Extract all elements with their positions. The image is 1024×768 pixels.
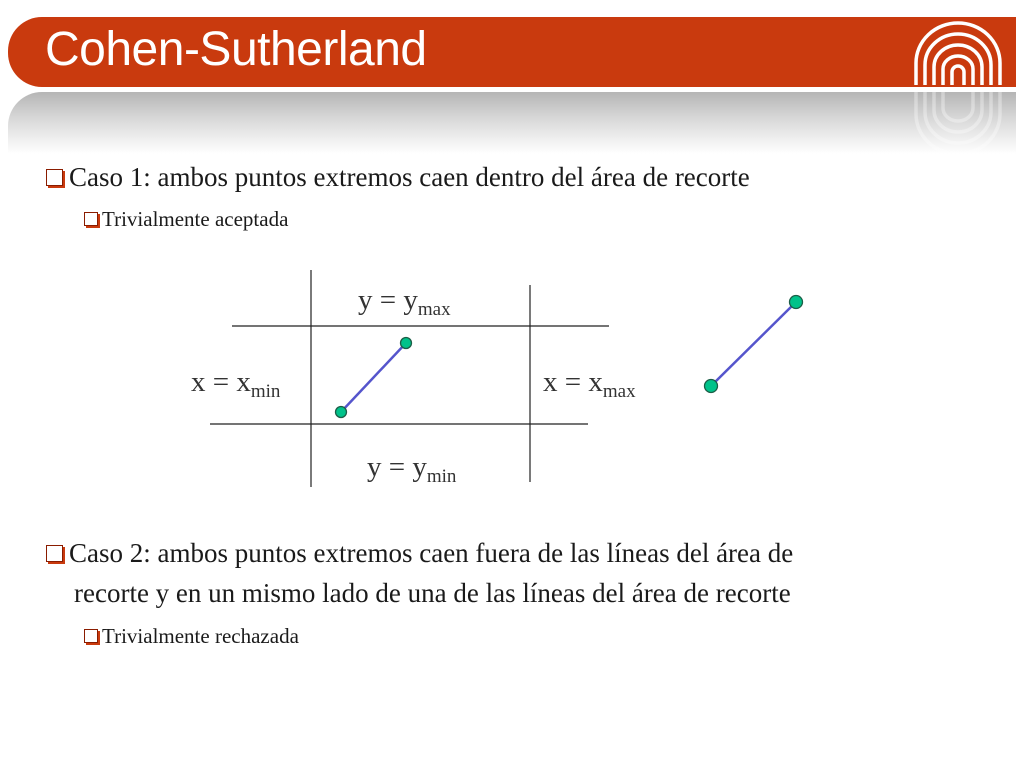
hollow-square-bullet-icon bbox=[84, 629, 98, 643]
accepted-segment bbox=[341, 343, 406, 412]
case2-text-line1: Caso 2: ambos puntos extremos caen fuera de las líneas del área de bbox=[69, 538, 794, 568]
label-x-max: $x = x_{max}$ bbox=[543, 366, 636, 402]
hollow-square-bullet-icon bbox=[46, 545, 63, 562]
slide-title: Cohen-Sutherland bbox=[45, 23, 427, 76]
case1-text: Caso 1: ambos puntos extremos caen dentro del área de recorte bbox=[69, 162, 750, 192]
accepted-endpoint-1 bbox=[336, 407, 347, 418]
outside-endpoint-1 bbox=[705, 380, 718, 393]
case2-sub-bullet bbox=[84, 621, 299, 651]
outside-segment bbox=[711, 302, 796, 386]
case2-bullet bbox=[46, 533, 793, 573]
label-y-max: $y = y_{max}$ bbox=[358, 284, 451, 320]
case2-sub-text: Trivialmente rechazada bbox=[102, 624, 299, 648]
case1-sub-text: Trivialmente aceptada bbox=[102, 207, 289, 231]
outside-endpoint-2 bbox=[790, 296, 803, 309]
case2-text-line2: recorte y en un mismo lado de una de las líneas del área de recorte bbox=[74, 578, 791, 608]
label-y-min: $y = y_{min}$ bbox=[367, 451, 457, 487]
label-x-min: $x = x_{min}$ bbox=[191, 366, 281, 402]
accepted-endpoint-2 bbox=[401, 338, 412, 349]
